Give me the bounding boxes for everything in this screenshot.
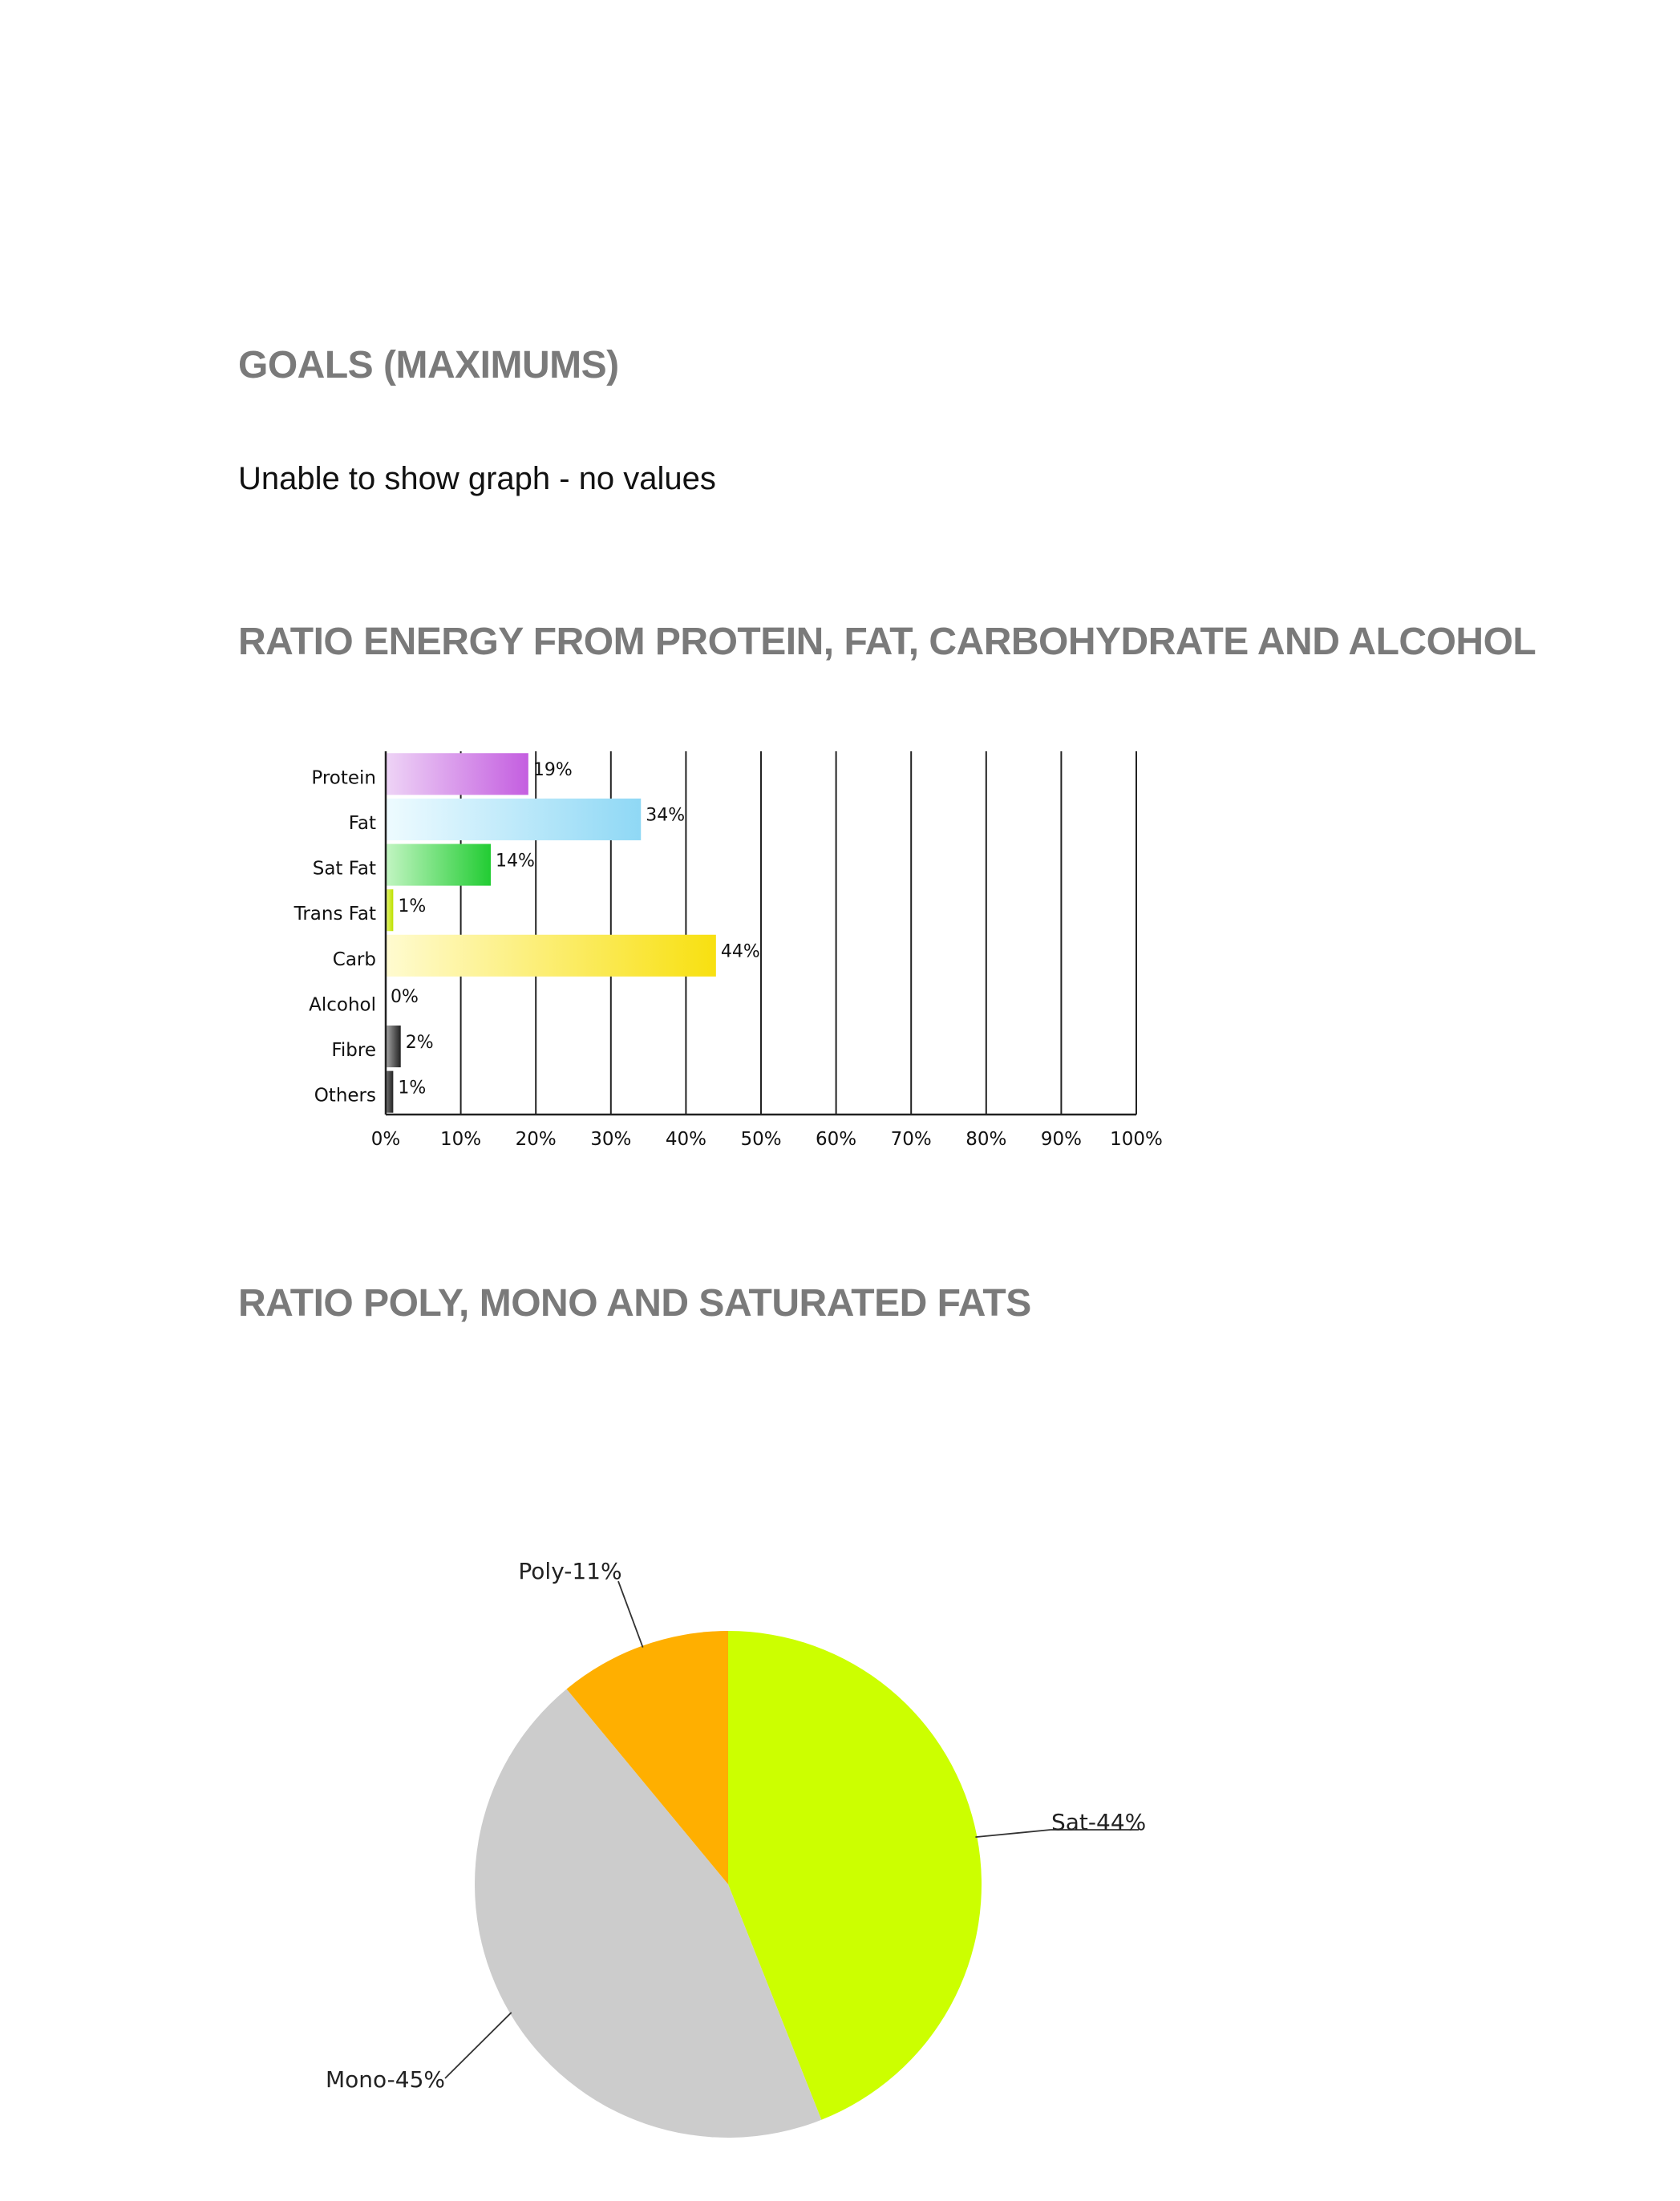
x-tick-label-60: 60% xyxy=(816,1129,857,1150)
x-tick-label-50: 50% xyxy=(740,1129,782,1150)
category-label-protein: Protein xyxy=(311,767,376,789)
x-tick-label-40: 40% xyxy=(665,1129,706,1150)
x-tick-label-10: 10% xyxy=(440,1129,482,1150)
goals-no-values-message: Unable to show graph - no values xyxy=(238,461,716,496)
data-label-sat-fat: 14% xyxy=(496,851,535,872)
goals-heading: GOALS (MAXIMUMS) xyxy=(238,344,619,386)
x-tick-label-20: 20% xyxy=(515,1129,557,1150)
pie-label-poly-11: Poly-11% xyxy=(518,1558,622,1584)
data-label-carb: 44% xyxy=(720,941,760,962)
data-label-alcohol: 0% xyxy=(391,987,419,1008)
category-label-trans-fat: Trans Fat xyxy=(293,904,376,925)
x-tick-label-0: 0% xyxy=(370,1129,401,1150)
category-label-others: Others xyxy=(314,1085,376,1107)
data-label-fibre: 2% xyxy=(405,1032,434,1053)
pie-chart-slices xyxy=(475,1631,982,2138)
energy-ratio-heading: RATIO ENERGY FROM PROTEIN, FAT, CARBOHYDRATE AND ALCOHOL xyxy=(238,621,1536,663)
x-tick-label-80: 80% xyxy=(965,1129,1007,1150)
x-tick-label-70: 70% xyxy=(890,1129,932,1150)
pie-leader-mono-45 xyxy=(445,2013,512,2078)
x-tick-label-100: 100% xyxy=(1110,1129,1163,1150)
pie-label-sat-44: Sat-44% xyxy=(1051,1809,1147,1835)
category-label-sat-fat: Sat Fat xyxy=(312,858,376,880)
category-label-fat: Fat xyxy=(348,812,376,834)
data-label-protein: 19% xyxy=(532,760,573,780)
category-label-alcohol: Alcohol xyxy=(309,994,376,1016)
category-label-carb: Carb xyxy=(332,949,376,970)
pie-leader-sat-44 xyxy=(975,1830,1051,1837)
data-label-others: 1% xyxy=(398,1078,427,1098)
x-tick-label-90: 90% xyxy=(1040,1129,1082,1150)
fats-ratio-heading: RATIO POLY, MONO AND SATURATED FATS xyxy=(238,1282,1031,1325)
pie-leader-poly-11 xyxy=(618,1581,643,1648)
category-label-fibre: Fibre xyxy=(331,1040,376,1062)
data-label-fat: 34% xyxy=(646,805,686,826)
pie-label-mono-45: Mono-45% xyxy=(325,2066,445,2093)
data-label-trans-fat: 1% xyxy=(398,896,427,916)
x-tick-label-30: 30% xyxy=(590,1129,632,1150)
